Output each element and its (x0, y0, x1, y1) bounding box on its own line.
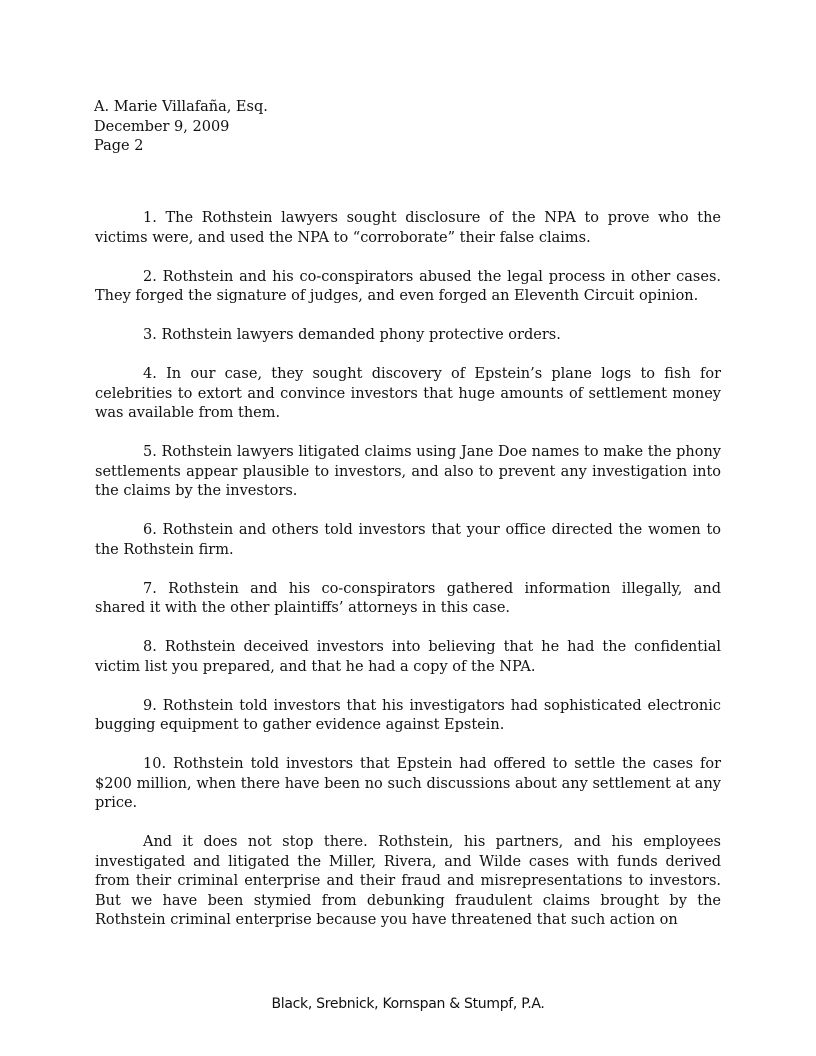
paragraph-8: 8. Rothstein deceived investors into believing that he had the confidential victim list you prepared, and that he had a copy of the NPA. (95, 639, 721, 675)
page-number: Page 2 (94, 138, 144, 154)
paragraph-9: 9. Rothstein told investors that his investigators had sophisticated electronic bugging equipment to gather evidence against Epstein. (95, 697, 721, 733)
paragraph-6: 6. Rothstein and others told investors that your office directed the women to the Rothstein firm. (95, 522, 721, 558)
paragraph-closing: And it does not stop there. Rothstein, his partners, and his employees investigated and litigated the Miller, Rivera, and Wilde cases with funds derived from their criminal enterprise and their fraud and misrepresentations to investors. But we have been stymied from debunking fraudulent claims brought by the Rothstein criminal enterprise because you have threatened that such action on (95, 834, 721, 928)
recipient-line: A. Marie Villafaña, Esq. (94, 99, 268, 115)
letter-header (94, 98, 268, 157)
paragraph-1: 1. The Rothstein lawyers sought disclosure of the NPA to prove who the victims were, and used the NPA to “corroborate” their false claims. (95, 210, 721, 246)
paragraph-3: 3. Rothstein lawyers demanded phony protective orders. (143, 327, 561, 343)
date-line: December 9, 2009 (94, 118, 230, 135)
paragraph-10: 10. Rothstein told investors that Epstein had offered to settle the cases for $200 million, when there have been no such discussions about any settlement at any price. (95, 756, 721, 811)
paragraph-7: 7. Rothstein and his co-conspirators gathered information illegally, and shared it with the other plaintiffs’ attorneys in this case. (95, 580, 721, 616)
paragraph-2: 2. Rothstein and his co-conspirators abused the legal process in other cases. They forged the signature of judges, and even forged an Eleventh Circuit opinion. (95, 268, 721, 304)
letter-body (95, 209, 721, 931)
paragraph-4: 4. In our case, they sought discovery of Epstein’s plane logs to fish for celebrities to extort and convince investors that huge amounts of settlement money was available from them. (95, 366, 721, 421)
paragraph-5: 5. Rothstein lawyers litigated claims using Jane Doe names to make the phony settlements appear plausible to investors, and also to prevent any investigation into the claims by the investors. (95, 444, 721, 499)
firm-footer: Black, Srebnick, Kornspan & Stumpf, P.A. (271, 996, 545, 1012)
